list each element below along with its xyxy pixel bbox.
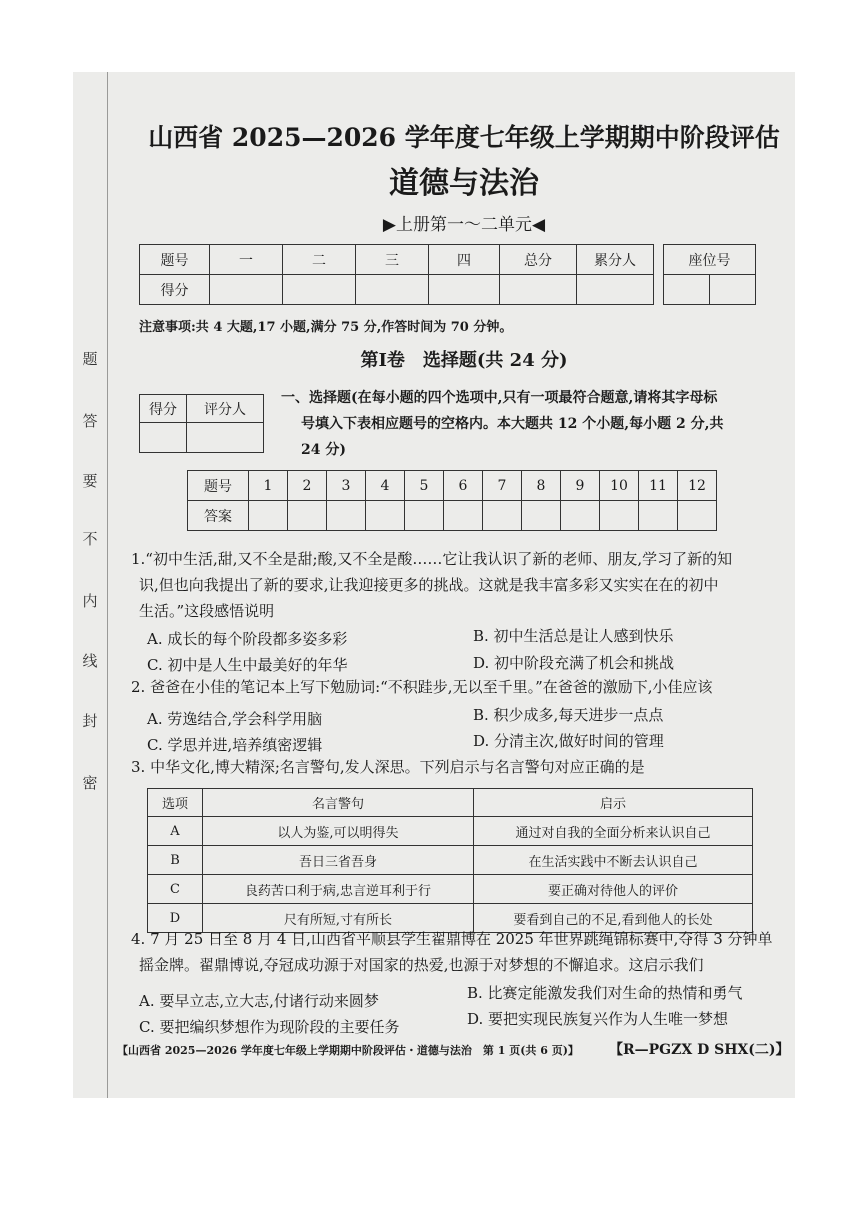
answer-cell[interactable] [483, 501, 522, 531]
margin-char: 封 [82, 712, 98, 730]
option-c[interactable]: C. 要把编织梦想作为现阶段的主要任务 [139, 1018, 400, 1036]
table-cell: C [148, 875, 203, 904]
table-cell: A [148, 817, 203, 846]
seat-table [663, 244, 756, 305]
answer-cell[interactable] [444, 501, 483, 531]
proverb-table [147, 788, 753, 933]
answer-cell[interactable] [249, 501, 288, 531]
section1-intro-line: 一、选择题(在每小题的四个选项中,只有一项最符合题意,请将其字母标 [281, 390, 718, 406]
answer-cell[interactable] [366, 501, 405, 531]
score-cell: 四 [429, 245, 500, 275]
option-b[interactable]: B. 比赛定能激发我们对生命的热情和勇气 [467, 984, 743, 1002]
exam-paper [73, 72, 795, 1098]
question-text: 3. 中华文化,博大精深;名言警句,发人深思。下列启示与名言警句对应正确的是 [131, 758, 645, 776]
table-cell: B [148, 846, 203, 875]
question-text: 生活。”这段感悟说明 [139, 602, 275, 620]
option-c[interactable]: C. 初中是人生中最美好的年华 [147, 656, 348, 674]
answer-cell[interactable] [522, 501, 561, 531]
subject-title: 道德与法治 [389, 166, 539, 201]
answer-cell[interactable] [678, 501, 717, 531]
answer-number: 10 [600, 471, 639, 501]
option-a[interactable]: A. 要早立志,立大志,付诸行动来圆梦 [139, 992, 379, 1010]
table-cell: 以人为鉴,可以明得失 [203, 817, 474, 846]
table-header: 启示 [474, 789, 753, 817]
answer-number: 1 [249, 471, 288, 501]
answer-header: 题号 [188, 471, 249, 501]
score-cell: 题号 [140, 245, 210, 275]
grader-label: 得分 [140, 395, 187, 423]
table-cell: 在生活实践中不断去认识自己 [474, 846, 753, 875]
footer-left: 【山西省 2025—2026 学年度七年级上学期期中阶段评估・道德与法治 第 1 页(共 6 页)】 [117, 1044, 579, 1057]
section1-intro-line: 24 分) [301, 442, 346, 458]
seat-label: 座位号 [664, 245, 756, 275]
margin-char: 要 [82, 472, 98, 490]
margin-char: 题 [82, 350, 98, 368]
table-cell: D [148, 904, 203, 933]
table-header: 选项 [148, 789, 203, 817]
margin-char: 不 [82, 530, 98, 548]
score-cell: 累分人 [577, 245, 654, 275]
table-cell: 良药苦口利于病,忠言逆耳利于行 [203, 875, 474, 904]
grader-input-cell[interactable] [187, 423, 264, 453]
question-text: 2. 爸爸在小佳的笔记本上写下勉励词:“不积跬步,无以至千里。”在爸爸的激励下,小佳应该 [131, 678, 713, 696]
margin-char: 线 [82, 652, 98, 670]
answer-number: 8 [522, 471, 561, 501]
question-text: 4. 7 月 25 日至 8 月 4 日,山西省平顺县学生翟鼎博在 2025 年世界跳绳锦标赛中,夺得 3 分钟单 [131, 930, 773, 948]
unit-scope: ▶上册第一～二单元◀ [382, 215, 546, 235]
answer-number: 6 [444, 471, 483, 501]
score-input-cell[interactable] [429, 275, 500, 305]
margin-char: 密 [82, 774, 98, 792]
answer-cell[interactable] [288, 501, 327, 531]
option-d[interactable]: D. 要把实现民族复兴作为人生唯一梦想 [467, 1010, 729, 1028]
table-header: 名言警句 [203, 789, 474, 817]
grader-input-cell[interactable] [140, 423, 187, 453]
grader-label: 评分人 [187, 395, 264, 423]
answer-number: 5 [405, 471, 444, 501]
answer-number: 2 [288, 471, 327, 501]
score-cell: 一 [210, 245, 283, 275]
question-text: 1.“初中生活,甜,又不全是甜;酸,又不全是酸……它让我认识了新的老师、朋友,学习了新的知 [131, 550, 733, 568]
score-cell: 二 [283, 245, 356, 275]
question-text: 识,但也向我提出了新的要求,让我迎接更多的挑战。这就是我丰富多彩又实实在在的初中 [139, 576, 719, 594]
answer-cell[interactable] [327, 501, 366, 531]
answer-number: 9 [561, 471, 600, 501]
answer-cell[interactable] [600, 501, 639, 531]
score-cell: 得分 [140, 275, 210, 305]
option-d[interactable]: D. 初中阶段充满了机会和挑战 [473, 654, 675, 672]
table-cell: 通过对自我的全面分析来认识自己 [474, 817, 753, 846]
answer-table [187, 470, 717, 531]
seat-input-cell[interactable] [710, 275, 756, 305]
score-input-cell[interactable] [577, 275, 654, 305]
score-input-cell[interactable] [210, 275, 283, 305]
margin-char: 内 [82, 592, 98, 610]
part1-title: 第Ⅰ卷 选择题(共 24 分) [360, 350, 568, 371]
answer-cell[interactable] [561, 501, 600, 531]
option-c[interactable]: C. 学思并进,培养缜密逻辑 [147, 736, 323, 754]
score-input-cell[interactable] [500, 275, 577, 305]
option-d[interactable]: D. 分清主次,做好时间的管理 [473, 732, 664, 750]
score-input-cell[interactable] [356, 275, 429, 305]
table-cell: 要正确对待他人的评价 [474, 875, 753, 904]
answer-number: 7 [483, 471, 522, 501]
answer-header: 答案 [188, 501, 249, 531]
section1-intro-line: 号填入下表相应题号的空格内。本大题共 12 个小题,每小题 2 分,共 [301, 416, 724, 432]
score-cell: 三 [356, 245, 429, 275]
score-input-cell[interactable] [283, 275, 356, 305]
answer-number: 4 [366, 471, 405, 501]
seat-input-cell[interactable] [664, 275, 710, 305]
option-b[interactable]: B. 积少成多,每天进步一点点 [473, 706, 664, 724]
table-cell: 吾日三省吾身 [203, 846, 474, 875]
answer-cell[interactable] [405, 501, 444, 531]
grader-table [139, 394, 264, 453]
table-cell: 要看到自己的不足,看到他人的长处 [474, 904, 753, 933]
option-a[interactable]: A. 劳逸结合,学会科学用脑 [147, 710, 323, 728]
exam-title: 山西省 2025—2026 学年度七年级上学期期中阶段评估 [148, 123, 780, 152]
option-b[interactable]: B. 初中生活总是让人感到快乐 [473, 627, 674, 645]
question-text: 摇金牌。翟鼎博说,夺冠成功源于对国家的热爱,也源于对梦想的不懈追求。这启示我们 [139, 956, 704, 974]
table-cell: 尺有所短,寸有所长 [203, 904, 474, 933]
score-table [139, 244, 654, 305]
score-cell: 总分 [500, 245, 577, 275]
margin-char: 答 [82, 412, 98, 430]
notice: 注意事项:共 4 大题,17 小题,满分 75 分,作答时间为 70 分钟。 [139, 320, 513, 335]
answer-number: 12 [678, 471, 717, 501]
answer-number: 3 [327, 471, 366, 501]
answer-number: 11 [639, 471, 678, 501]
option-a[interactable]: A. 成长的每个阶段都多姿多彩 [147, 630, 348, 648]
answer-cell[interactable] [639, 501, 678, 531]
footer-code: 【R—PGZX D SHX(二)】 [609, 1042, 790, 1058]
